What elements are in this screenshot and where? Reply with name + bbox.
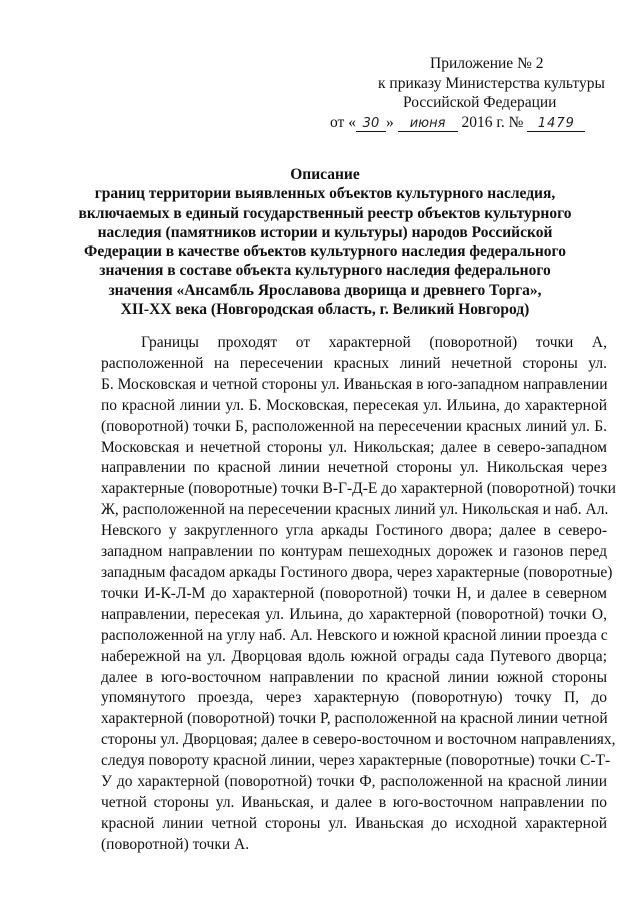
body-line: красной линии четной стороны ул. Иваньская до исходной характерной bbox=[101, 814, 607, 832]
document-title bbox=[60, 165, 590, 319]
title-line: значения в составе объекта культурного наследия федерального bbox=[99, 262, 551, 280]
body-line: У до характерной (поворотной) точки Ф, расположенной на красной линии bbox=[101, 773, 607, 791]
appendix-header bbox=[330, 54, 620, 132]
body-line: Границы проходят от характерной (поворотной) точки А, bbox=[141, 334, 607, 351]
title-line: XII-XX века (Новгородская область, г. Великий Новгород) bbox=[120, 301, 530, 319]
body-line: (поворотной) точки А. bbox=[101, 835, 250, 853]
body-line: набережной на ул. Дворцовая вдоль южной ограды сада Путевого дворца; bbox=[101, 647, 607, 665]
body-line: западным фасадом аркады Гостиного двора, через характерные (поворотные) bbox=[101, 563, 613, 581]
body-line: Ж, расположенной на пересечении красных линий ул. Никольская и наб. Ал. bbox=[101, 501, 609, 519]
handwritten-order-number: 1479 bbox=[527, 116, 585, 132]
body-line: упомянутого проезда, через характерную (поворотную) точку П, до bbox=[101, 689, 607, 707]
handwritten-day: 30 bbox=[356, 116, 386, 132]
appendix-date-line bbox=[330, 113, 620, 133]
date-prefix: от « bbox=[330, 113, 356, 131]
boundary-description bbox=[101, 333, 616, 856]
appendix-ministry: Российской Федерации bbox=[403, 94, 557, 111]
body-line: (поворотной) точки Б, расположенной на пересечении красных линий ул. Б. bbox=[101, 417, 607, 435]
title-heading: Описание bbox=[290, 166, 360, 183]
body-line: далее в юго-восточном направлении по красной линии южной стороны bbox=[101, 668, 607, 686]
title-line: включаемых в единый государственный реестр объектов культурного bbox=[78, 204, 572, 222]
body-line: по красной линии ул. Б. Московская, пересекая ул. Ильина, до характерной bbox=[101, 396, 607, 414]
appendix-number: Приложение № 2 bbox=[430, 55, 544, 72]
body-line: четной стороны ул. Иваньская, и далее в юго-восточном направлении по bbox=[101, 793, 607, 811]
handwritten-month: июня bbox=[398, 116, 458, 132]
title-line: значения «Ансамбль Ярославова дворища и древнего Торга», bbox=[108, 281, 542, 299]
body-line: Б. Московская и четной стороны ул. Иваньская в юго-западном направлении bbox=[101, 375, 608, 393]
body-line: следуя повороту красной линии, через характерные (поворотные) точки С-Т- bbox=[101, 752, 611, 770]
date-year: 2016 г. № bbox=[461, 113, 524, 131]
body-line: стороны ул. Дворцовая; далее в северо-восточном и восточном направлениях, bbox=[101, 731, 616, 749]
body-line: характерной (поворотной) точки Р, расположенной на красной линии четной bbox=[101, 710, 608, 728]
title-line: границ территории выявленных объектов культурного наследия, bbox=[94, 185, 556, 203]
body-line: характерные (поворотные) точки В-Г-Д-Е до характерной (поворотной) точки bbox=[101, 480, 616, 498]
appendix-order-ref: к приказу Министерства культуры bbox=[378, 74, 605, 92]
body-line: Московская и нечетной стороны ул. Никольская; далее в северо-западном bbox=[101, 438, 607, 456]
title-line: Федерации в качестве объектов культурного наследия федерального bbox=[84, 243, 566, 261]
title-line: наследия (памятников истории и культуры) народов Российской bbox=[97, 223, 553, 241]
body-line: западном направлении по контурам пешеходных дорожек и газонов перед bbox=[101, 543, 607, 561]
body-line: Невского у закругленного угла аркады Гостиного двора; далее в северо- bbox=[101, 522, 607, 540]
body-line: точки И-К-Л-М до характерной (поворотной) точки Н, и далее в северном bbox=[101, 584, 607, 602]
body-line: направлении, пересекая ул. Ильина, до характерной (поворотной) точки О, bbox=[101, 605, 607, 623]
body-line: расположенной на пересечении красных линий нечетной стороны ул. bbox=[101, 354, 607, 372]
body-line: расположенной на углу наб. Ал. Невского и южной красной линии проезда с bbox=[101, 626, 608, 644]
body-line: направлении по красной линии нечетной стороны ул. Никольская через bbox=[101, 459, 607, 477]
date-mid: » bbox=[385, 113, 394, 131]
